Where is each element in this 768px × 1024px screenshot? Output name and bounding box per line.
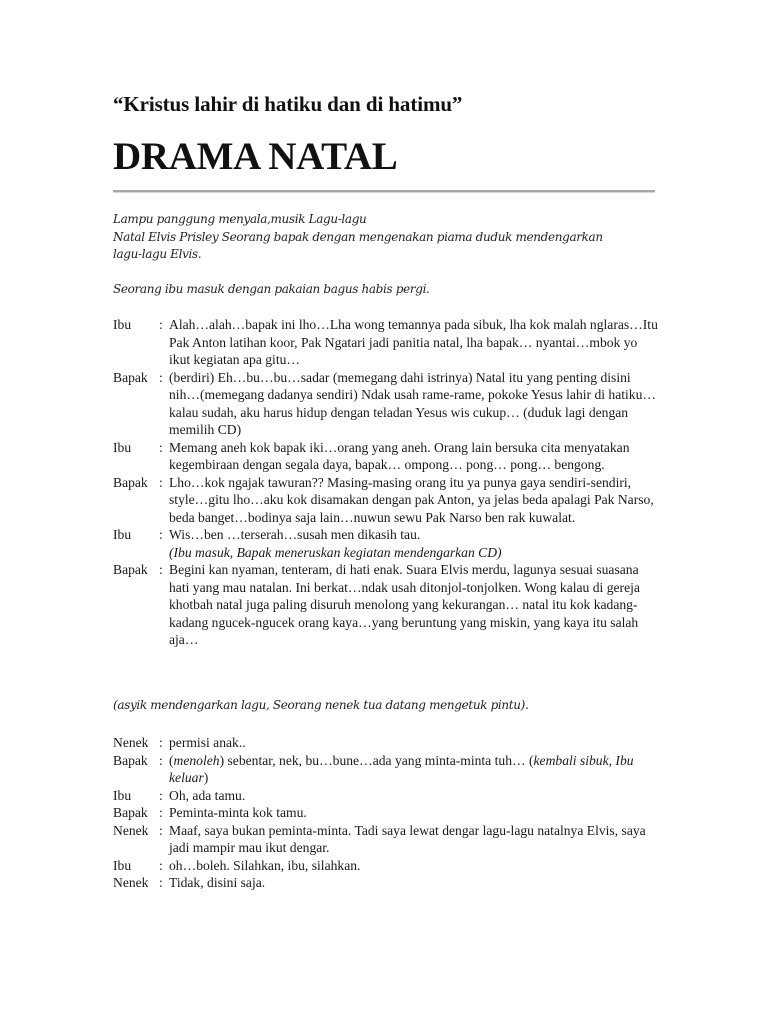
- speaker-name: Ibu: [113, 439, 132, 455]
- inline-direction: kembali sibuk, Ibu keluar: [169, 752, 634, 785]
- stage-direction-line: Natal Elvis Prisley Seorang bapak dengan mengenakan piama duduk mendengarkan: [113, 229, 603, 244]
- dialog-block-2: [113, 734, 658, 892]
- dialog-text: Begini kan nyaman, tenteram, di hati enak. Suara Elvis merdu, lagunya sesuai suasana hati yang mau natalan. Ini berkat…ndak usah ditonjol-tonjolken. Wong kalau di gereja khotbah natal juga paling disuruh menolong yang kekurangan… natal itu kok kadang-kadang ngucek-ngucek orang kaya…yang beruntung yang miskin, yang kaya itu salah aja…: [169, 562, 640, 647]
- dialog-line: [113, 734, 658, 752]
- title-divider: [113, 190, 655, 193]
- speaker-colon: :: [159, 805, 163, 820]
- dialog-line: [113, 874, 658, 892]
- inline-stage-direction: (Ibu masuk, Bapak meneruskan kegiatan mendengarkan CD): [169, 544, 502, 560]
- dialog-line: [113, 804, 658, 822]
- dialog-text-with-direction: [169, 526, 658, 561]
- dialog-text: (berdiri) Eh…bu…bu…sadar (memegang dahi istrinya) Natal itu yang penting disini nih…(memegang dadanya sendiri) Ndak usah rame-rame, pokoke Yesus lahir di hatiku…kalau sudah, aku harus hidup dengan teladan Yesus wis cukup… (duduk lagi dengan memilih CD): [169, 369, 656, 437]
- speaker-colon: :: [159, 527, 163, 542]
- speaker-colon: :: [159, 562, 163, 577]
- speaker-name: Nenek: [113, 875, 149, 890]
- dialog-text: Tidak, disini saja.: [169, 875, 266, 890]
- document-subtitle: “Kristus lahir di hatiku dan di hatimu”: [113, 92, 463, 116]
- speaker-name: Nenek: [113, 822, 149, 838]
- stage-direction-nenek-arrives: (asyik mendengarkan lagu, Seorang nenek tua datang mengetuk pintu).: [113, 698, 529, 712]
- dialog-line: [113, 752, 658, 787]
- speaker-colon: :: [159, 439, 163, 455]
- dialog-line: [113, 526, 658, 561]
- speaker-name: Bapak: [113, 474, 148, 490]
- speaker-colon: :: [159, 317, 163, 332]
- speaker-name: Bapak: [113, 805, 148, 820]
- speaker-name: Bapak: [113, 369, 148, 385]
- speaker-colon: :: [159, 787, 163, 803]
- speaker-name: Nenek: [113, 735, 149, 750]
- stage-direction-opening: [113, 211, 603, 264]
- speaker-colon: :: [159, 369, 163, 385]
- dialog-text: Oh, ada tamu.: [169, 787, 246, 803]
- speaker-name: Ibu: [113, 527, 132, 542]
- stage-direction-ibu-enters: Seorang ibu masuk dengan pakaian bagus habis pergi.: [113, 282, 430, 296]
- speaker-colon: :: [159, 857, 163, 873]
- speaker-colon: :: [159, 474, 163, 490]
- dialog-block-1: [113, 316, 658, 649]
- dialog-line: [113, 316, 658, 369]
- dialog-text-mixed: [169, 752, 658, 787]
- speaker-name: Bapak: [113, 752, 148, 768]
- stage-direction-line: Lampu panggung menyala,musik Lagu-lagu: [113, 212, 367, 226]
- speaker-name: Ibu: [113, 857, 132, 873]
- dialog-line: [113, 439, 658, 474]
- stage-direction-line: lagu-lagu Elvis.: [113, 247, 202, 261]
- dialog-text: oh…boleh. Silahkan, ibu, silahkan.: [169, 857, 361, 873]
- dialog-text: Maaf, saya bukan peminta-minta. Tadi saya lewat dengar lagu-lagu natalnya Elvis, saya jadi mampir mau ikut dengar.: [169, 822, 646, 855]
- dialog-line: [113, 787, 658, 805]
- text-fragment: (: [169, 752, 174, 768]
- document-title: DRAMA NATAL: [113, 135, 398, 178]
- speaker-colon: :: [159, 875, 163, 890]
- dialog-line: [113, 369, 658, 439]
- text-fragment: ): [203, 770, 209, 785]
- dialog-line: [113, 857, 658, 875]
- dialog-text: Memang aneh kok bapak iki…orang yang aneh. Orang lain bersuka cita menyatakan kegembiraan dengan segala daya, bapak… ompong… pong… pong… bengong.: [169, 439, 630, 472]
- speaker-name: Bapak: [113, 562, 148, 577]
- dialog-text: Peminta-minta kok tamu.: [169, 805, 307, 820]
- dialog-text: Wis…ben …terserah…susah men dikasih tau.: [169, 527, 421, 542]
- speaker-colon: :: [159, 752, 163, 768]
- speaker-name: Ibu: [113, 787, 132, 803]
- dialog-text: Alah…alah…bapak ini lho…Lha wong temannya pada sibuk, lha kok malah nglaras…Itu Pak Anton latihan koor, Pak Ngatari jadi panitia natal, lha bapak… nyantai…mbok yo ikut kegiatan apa gitu…: [169, 317, 658, 367]
- speaker-colon: :: [159, 735, 163, 750]
- speaker-colon: :: [159, 822, 163, 838]
- dialog-line: [113, 822, 658, 857]
- speaker-name: Ibu: [113, 317, 132, 332]
- dialog-line: [113, 474, 658, 527]
- dialog-line: [113, 561, 658, 649]
- dialog-text: permisi anak..: [169, 735, 246, 750]
- dialog-text: Lho…kok ngajak tawuran?? Masing-masing orang itu ya punya gaya sendiri-sendiri, style…gitu lho…aku kok disamakan dengan pak Anton, ya jelas beda apalagi Pak Narso, beda banget…bodinya saja lain…nuwun sewu Pak Narso ben rak kuwalat.: [169, 474, 654, 525]
- text-fragment: ) sebentar, nek, bu…bune…ada yang minta-minta tuh… (: [219, 752, 534, 768]
- inline-direction: menoleh: [173, 752, 220, 768]
